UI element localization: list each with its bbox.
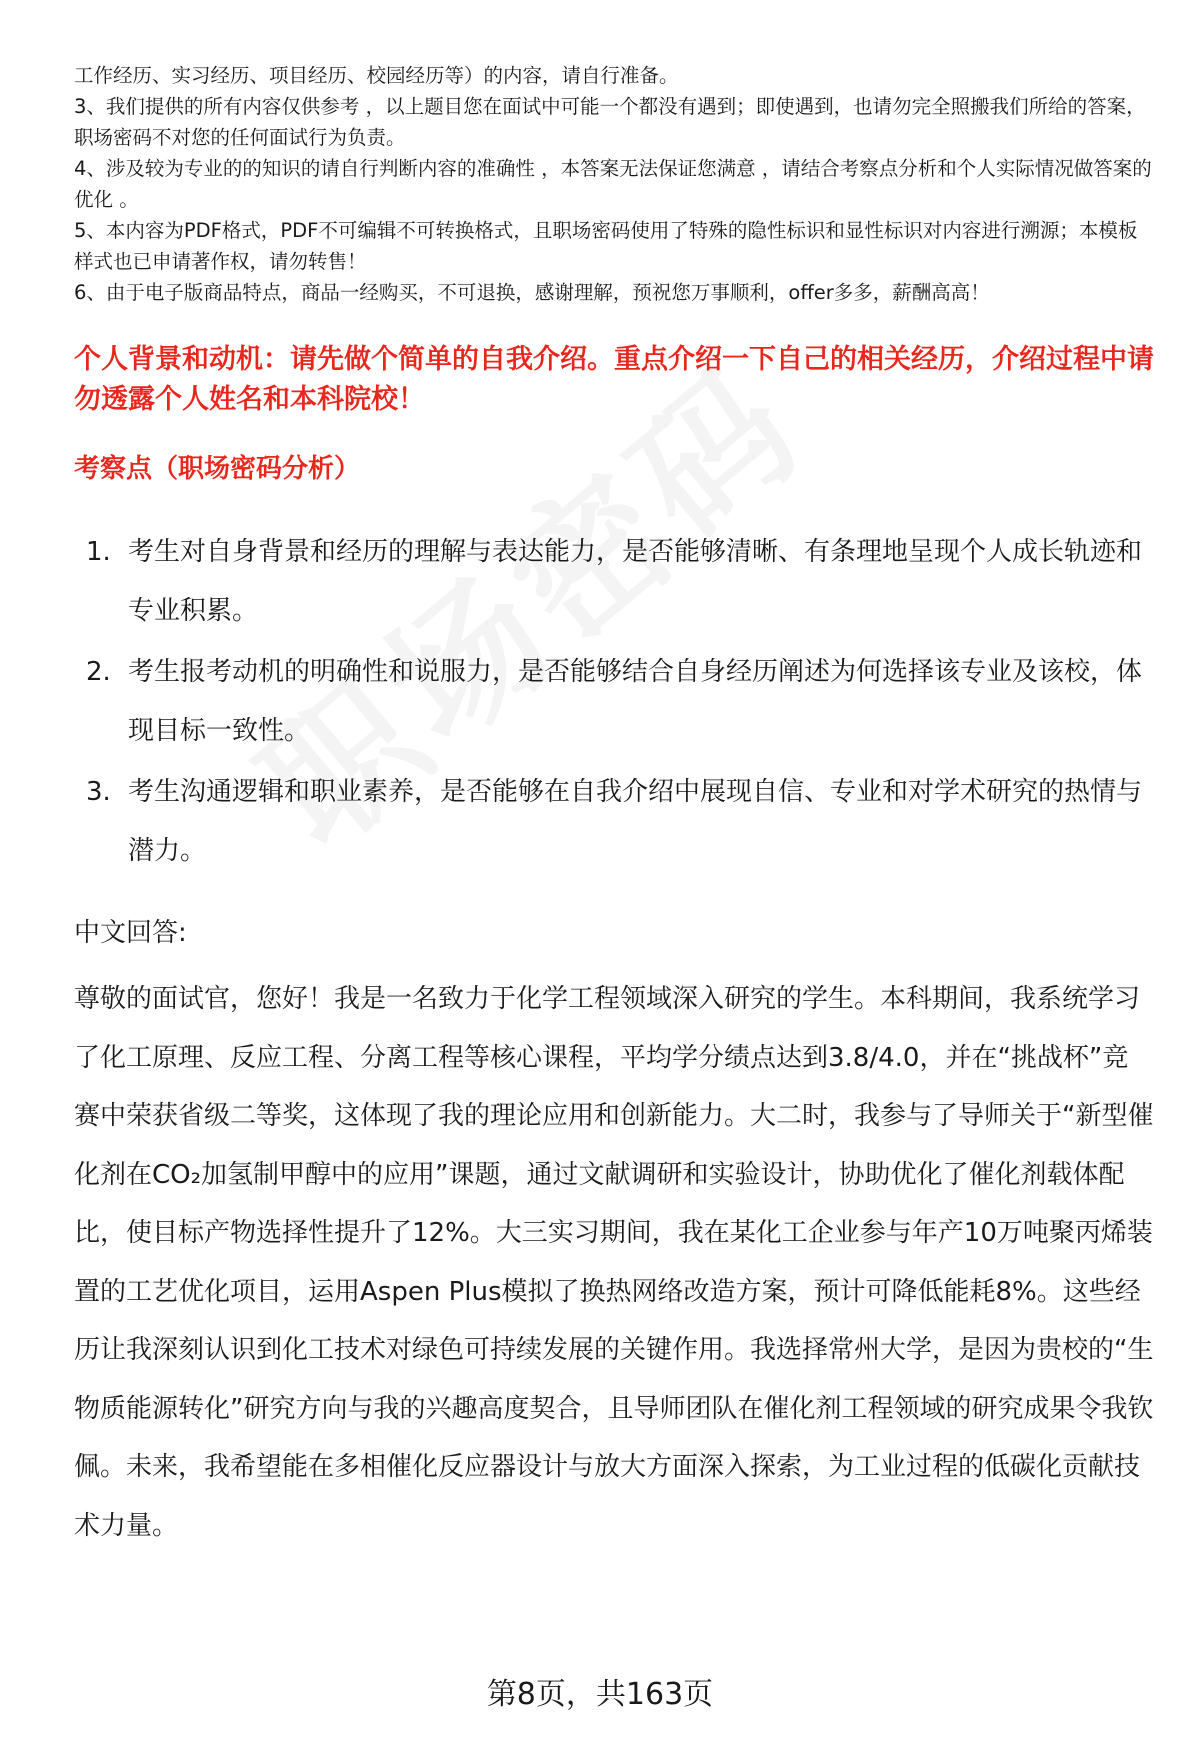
list-item-text: 考生报考动机的明确性和说服力，是否能够结合自身经历阐述为何选择该专业及该校，体现目标一致性。 — [128, 657, 1143, 746]
list-number: 2. — [86, 657, 111, 687]
notes-section — [74, 60, 1154, 308]
note-line: 6、由于电子版商品特点，商品一经购买，不可退换，感谢理解，预祝您万事顺利，offer多多，薪酬高高！ — [74, 281, 990, 304]
analysis-heading: 考察点（职场密码分析） — [74, 454, 361, 484]
page-footer: 第8页，共163页 — [486, 1677, 714, 1712]
list-number: 1. — [86, 537, 111, 567]
answer-text: 尊敬的面试官，您好！我是一名致力于化学工程领域深入研究的学生。本科期间，我系统学习了化工原理、反应工程、分离工程等核心课程，平均学分绩点达到3.8/4.0，并在“挑战杯”竞赛中荣获省级二等奖，这体现了我的理论应用和创新能力。大二时，我参与了导师关于“新型催化剂在CO₂加氢制甲醇中的应用”课题，通过文献调研和实验设计，协助优化了催化剂载体配比，使目标产物选择性提升了12%。大三实习期间，我在某化工企业参与年产10万吨聚丙烯装置的工艺优化项目，运用Aspen Plus模拟了换热网络改造方案，预计可降低能耗8%。这些经历让我深刻认识到化工技术对绿色可持续发展的关键作用。我选择常州大学，是因为贵校的“生物质能源转化”研究方向与我的兴趣高度契合，且导师团队在催化剂工程领域的研究成果令我钦佩。未来，我希望能在多相催化反应器设计与放大方面深入探索，为工业过程的低碳化贡献技术力量。 — [74, 984, 1154, 1541]
note-line: 5、本内容为PDF格式，PDF不可编辑不可转换格式，且职场密码使用了特殊的隐性标识和显性标识对内容进行溯源；本模板样式也已申请著作权，请勿转售！ — [74, 219, 1138, 273]
answer-label: 中文回答: — [74, 918, 187, 948]
list-item — [74, 523, 1154, 641]
list-item-text: 考生沟通逻辑和职业素养，是否能够在自我介绍中展现自信、专业和对学术研究的热情与潜力。 — [128, 777, 1143, 866]
question-heading: 个人背景和动机：请先做个简单的自我介绍。重点介绍一下自己的相关经历，介绍过程中请勿透露个人姓名和本科院校！ — [74, 344, 1154, 415]
note-line: 3、我们提供的所有内容仅供参考 ，以上题目您在面试中可能一个都没有遇到；即使遇到，也请勿完全照搬我们所给的答案，职场密码不对您的任何面试行为负责。 — [74, 95, 1146, 149]
list-item — [74, 643, 1154, 761]
note-line: 4、涉及较为专业的的知识的请自行判断内容的准确性 ，本答案无法保证您满意 ，请结合考察点分析和个人实际情况做答案的优化 。 — [74, 157, 1152, 211]
analysis-points — [74, 523, 1154, 883]
list-item-text: 考生对自身背景和经历的理解与表达能力，是否能够清晰、有条理地呈现个人成长轨迹和专业积累。 — [128, 537, 1143, 626]
list-number: 3. — [86, 777, 111, 807]
list-item — [74, 763, 1154, 881]
note-line: 工作经历、实习经历、项目经历、校园经历等）的内容，请自行准备。 — [74, 64, 679, 87]
